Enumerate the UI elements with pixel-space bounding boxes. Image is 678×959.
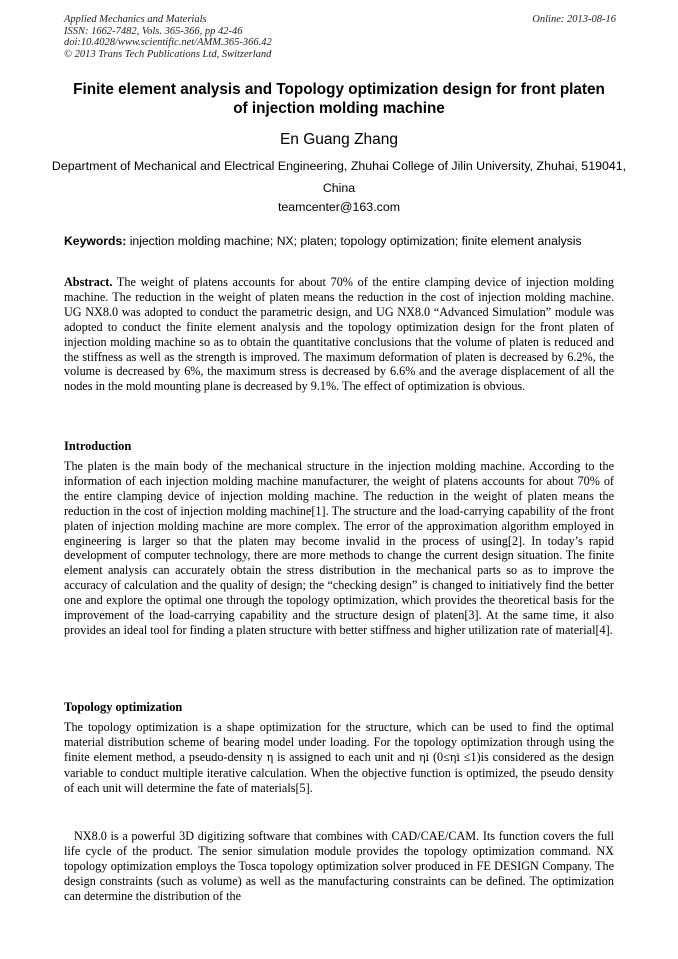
abstract-paragraph: [64, 275, 614, 394]
doi-line: doi:10.4028/www.scientific.net/AMM.365-366.42: [64, 37, 272, 48]
abstract-text: The weight of platens accounts for about 70% of the entire clamping device of injection molding machine. The reduction in the weight of platen means the reduction in the cost of injection molding machine. UG NX8.0 was adopted to conduct the parametric design, and UG NX8.0 “Advanced Simulation” module was adopted to conduct the finite element analysis and the topology optimization design for the front platen of injection molding machine so as to obtain the quantitative conclusions that the volume of platen is reduced and the stiffness as well as the strength is improved. The maximum deformation of platen is decreased by 6.2%, the volume is decreased by 6%, the maximum stress is decreased by 6.6% and the average displacement of all the nodes in the mold mounting plane is decreased by 9.1%. The effect of optimization is obvious.: [64, 275, 615, 394]
author-email: teamcenter@163.com: [277, 200, 401, 214]
keywords-label: Keywords:: [64, 234, 127, 248]
abstract-label: Abstract.: [64, 275, 113, 289]
copyright-line: © 2013 Trans Tech Publications Ltd, Switzerland: [64, 48, 272, 60]
topology-text-1: The topology optimization is a shape optimization for the structure, which can be used to find the optimal material distribution scheme of bearing model under loading. For the topology optimization through using the finite element method, a pseudo-density: [64, 720, 614, 764]
eta-symbol: η: [266, 750, 274, 764]
paper-title: Finite element analysis and Topology optimization design for front platen of injection molding machine: [73, 81, 605, 117]
keywords-line: [64, 233, 624, 249]
introduction-heading: Introduction: [64, 439, 132, 453]
journal-name: Applied Mechanics and Materials: [64, 14, 207, 25]
author-name: En Guang Zhang: [279, 131, 399, 148]
topology-heading: Topology optimization: [64, 700, 183, 714]
topology-text-2: is assigned to each unit and: [273, 749, 419, 764]
topology-paragraph-2: NX8.0 is a powerful 3D digitizing software that combines with CAD/CAE/CAM. Its function covers the full life cycle of the product. The senior simulation module provides the topology optimization command. NX topology optimization employs the Tosca topology optimization solver produced in FE DESIGN Company. The design constraints (such as volume) as well as the manufacturing constraints can be defined. The optimization can determine the distribution of the: [64, 829, 614, 903]
author-affiliation: Department of Mechanical and Electrical Engineering, Zhuhai College of Jilin University, Zhuhai, 519041, China: [51, 159, 627, 195]
issn-line: ISSN: 1662-7482, Vols. 365-366, pp 42-46: [64, 25, 243, 37]
keywords-text: injection molding machine; NX; platen; topology optimization; finite element analysis: [129, 234, 582, 248]
topology-text-4: ≤1)is considered as the design variable to conduct multiple iterative calculation. When the objective function is optimized, the pseudo density of each unit will determine the fate of materials[5].: [64, 749, 615, 795]
eta-i-symbol: ηi: [418, 750, 430, 764]
journal-metadata: [64, 14, 272, 60]
online-date: Online: 2013-08-16: [532, 14, 616, 25]
topology-paragraph-1: [64, 720, 614, 796]
introduction-paragraph: The platen is the main body of the mechanical structure in the injection molding machine. According to the information of each injection molding machine manufacturer, the weight of platens accounts for about 70% of the entire clamping device of injection molding machine. The reduction in the weight of platen means the reduction in the cost of injection molding machine[1]. The structure and the load-carrying capability of the front platen of injection molding machine are more complex. The error of the approximation algorithm employed in engineering is larger so that the platen may become invalid in the process of using[2]. In today’s rapid development of computer technology, there are more methods to change the current design situation. The finite element analysis can accurately obtain the stress distribution in the mechanical parts so as to improve the accuracy of calculation and the quality of design; the “checking design” is changed to initiatively find the better one and explore the optimal one through the topology optimization, which provides the theoretical basis for the improvement of the load-carrying capability and the structure design of platen[3]. At the same time, it also provides an ideal tool for finding a platen structure with better stiffness and higher utilization rate of material[4].: [64, 459, 614, 637]
eta-i-symbol-2: ηi: [449, 750, 460, 764]
topology-text-3: (0≤: [429, 749, 450, 764]
